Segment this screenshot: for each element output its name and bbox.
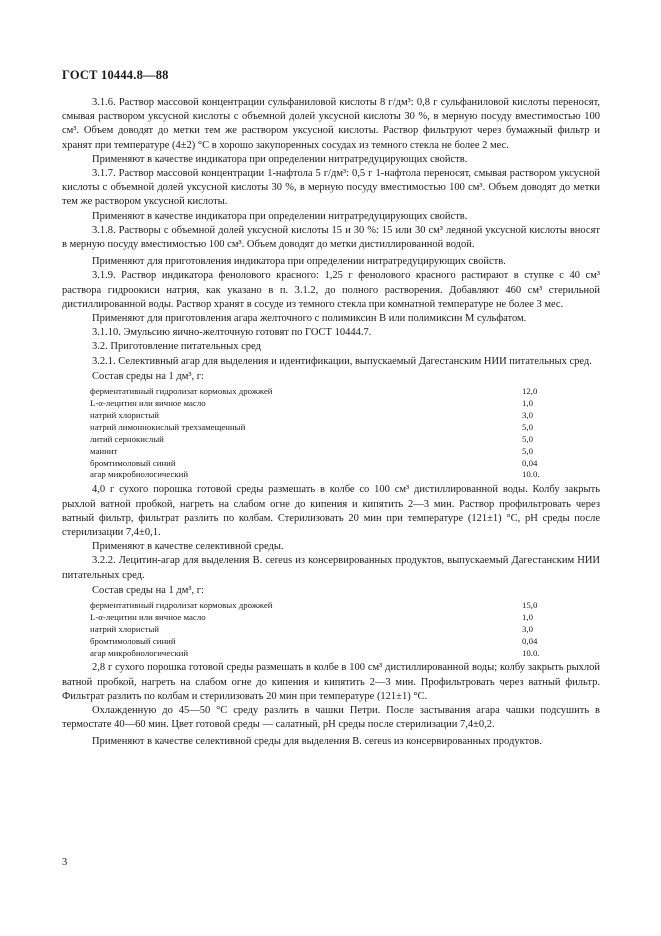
ingredient-value: 10.0. — [522, 647, 540, 658]
ingredient-value: 3,0 — [522, 409, 533, 420]
table-row — [90, 648, 566, 660]
table-row — [90, 636, 566, 648]
ingredient-name: натрий хлористый — [90, 409, 160, 420]
ingredient-name: ферментативный гидролизат кормовых дрожжей — [90, 599, 273, 610]
paragraph: Применяют в качестве селективной среды. — [92, 541, 284, 553]
ingredient-name: L-α-лецитин или яичное масло — [90, 397, 206, 408]
ingredient-name: бромтимоловый синий — [90, 457, 176, 468]
table-row — [90, 434, 566, 446]
ingredient-value: 5,0 — [522, 433, 533, 444]
table-row — [90, 612, 566, 624]
table-row — [90, 422, 566, 434]
table-row — [90, 410, 566, 422]
ingredient-value: 10.0. — [522, 469, 540, 480]
ingredient-value: 1,0 — [522, 611, 533, 622]
document-body — [62, 96, 600, 750]
ingredient-value: 15,0 — [522, 599, 538, 610]
page-number: 3 — [62, 857, 68, 868]
ingredient-name: натрий лимоннокислый трехзамещенный — [90, 421, 246, 432]
table-row — [90, 446, 566, 458]
ingredient-value: 1,0 — [522, 397, 533, 408]
ingredient-value: 0,04 — [522, 457, 538, 468]
paragraph: Охлажденную до 45—50 °С среду разлить в чашки Петри. После застывания агара чашки подсушить в термостате 40—60 мин. Цвет готовой среды — салатный, рН среды после стерилизации 7,4±0,2. — [62, 705, 600, 731]
paragraph: Применяют в качестве индикатора при определении нитратредуцирующих свойств. — [92, 210, 468, 222]
table-row — [90, 624, 566, 636]
table-row — [90, 458, 566, 470]
composition-table-2 — [90, 600, 566, 660]
ingredient-value: 5,0 — [522, 445, 533, 456]
table-row — [90, 398, 566, 410]
paragraph-3-2-1: 3.2.1. Селективный агар для выделения и идентификации, выпускаемый Дагестанским НИИ питательных сред. — [92, 355, 592, 367]
document-header: ГОСТ 10444.8—88 — [62, 68, 169, 82]
paragraph: 2,8 г сухого порошка готовой среды размешать в колбе в 100 см³ дистиллированной воды; колбу закрыть рыхлой ватной пробкой, нагреть на слабом огне до кипения и кипятить 2—3 мин. Профильтровать через ватный фильтр. Фильтрат разлить по колбам и стерилизовать 20 мин при температуре (121±1) °С. — [62, 662, 600, 702]
paragraph-3-2-2: 3.2.2. Лецитин-агар для выделения В. cereus из консервированных продуктов, выпускаемый Дагестанским НИИ питательных сред. — [62, 555, 600, 581]
paragraph-3-1-6: 3.1.6. Раствор массовой концентрации сульфаниловой кислоты 8 г/дм³: 0,8 г сульфаниловой кислоты переносят, смывая раствором уксусной кислоты с объемной долей уксусной кислоты 30 %, в мерную посуду вместимостью 100 см³. Объем доводят до метки тем же раствором уксусной кислоты. Раствор фильтруют через бумажный фильтр и хранят при температуре (4±2) °С в хорошо закупоренных сосудах из темного стекла не более 2 мес. — [62, 97, 600, 151]
paragraph-3-1-10: 3.1.10. Эмульсию яично-желточную готовят по ГОСТ 10444.7. — [92, 327, 372, 339]
paragraph-3-1-9: 3.1.9. Раствор индикатора фенолового красного: 1,25 г фенолового красного растирают в ступке с 40 см³ раствора гидроокиси натрия, как указано в п. 3.1.2, до полного растворения. Добавляют 460 см³ стерильной дистиллированной воды. Раствор хранят в сосуде из темного стекла при комнатной температуре не более 3 мес. — [62, 270, 600, 310]
ingredient-name: L-α-лецитин или яичное масло — [90, 611, 206, 622]
paragraph: Применяют для приготовления индикатора при определении нитратредуцирующих свойств. — [92, 256, 506, 268]
ingredient-name: натрий хлористый — [90, 623, 160, 634]
composition-title: Состав среды на 1 дм³, г: — [92, 584, 204, 596]
composition-title: Состав среды на 1 дм³, г: — [92, 370, 204, 382]
paragraph-3-1-7: 3.1.7. Раствор массовой концентрации 1-нафтола 5 г/дм³: 0,5 г 1-нафтола переносят, смывая раствором уксусной кислоты с объемной долей уксусной кислоты 30 %, в мерную посуду вместимостью 100 см³. Объем доводят до метки тем же раствором уксусной кислоты. — [62, 168, 600, 208]
table-row — [90, 600, 566, 612]
ingredient-name: ферментативный гидролизат кормовых дрожжей — [90, 386, 273, 397]
ingredient-value: 0,04 — [522, 635, 538, 646]
table-row — [90, 469, 566, 481]
ingredient-value: 3,0 — [522, 623, 533, 634]
section-heading-3-2: 3.2. Приготовление питательных сред — [92, 341, 261, 353]
ingredient-name: маннит — [90, 445, 118, 456]
paragraph: Применяют для приготовления агара желточного с полимиксин В или полимиксин М сульфатом. — [92, 313, 527, 325]
ingredient-name: агар микробиологический — [90, 469, 189, 480]
paragraph-3-1-8: 3.1.8. Растворы с объемной долей уксусной кислоты 15 и 30 %: 15 или 30 см³ ледяной уксусной кислоты вносят в мерную посуду вместимостью 100 см³. Объем доводят до метки дистиллированной водой. — [62, 224, 600, 251]
ingredient-value: 5,0 — [522, 421, 533, 432]
ingredient-name: агар микробиологический — [90, 647, 189, 658]
paragraph: Применяют в качестве селективной среды для выделения В. cereus из консервированных продуктов. — [92, 736, 542, 748]
ingredient-name: литий сернокислый — [90, 433, 164, 444]
ingredient-value: 12,0 — [522, 386, 538, 397]
composition-table-1 — [90, 386, 566, 481]
paragraph: 4,0 г сухого порошка готовой среды размешать в колбе со 100 см³ дистиллированной воды. Колбу закрыть рыхлой ватной пробкой, нагреть на слабом огне до кипения и кипятить 2—3 мин. Раствор профильтровать через ватный фильтр, фильтрат разлить по колбам. Стерилизовать 20 мин при температуре (121±1) °С, рН среды после стерилизации 7,4±0,1. — [62, 484, 600, 538]
paragraph: Применяют в качестве индикатора при определении нитратредуцирующих свойств. — [92, 153, 468, 165]
table-row — [90, 386, 566, 398]
ingredient-name: бромтимоловый синий — [90, 635, 176, 646]
